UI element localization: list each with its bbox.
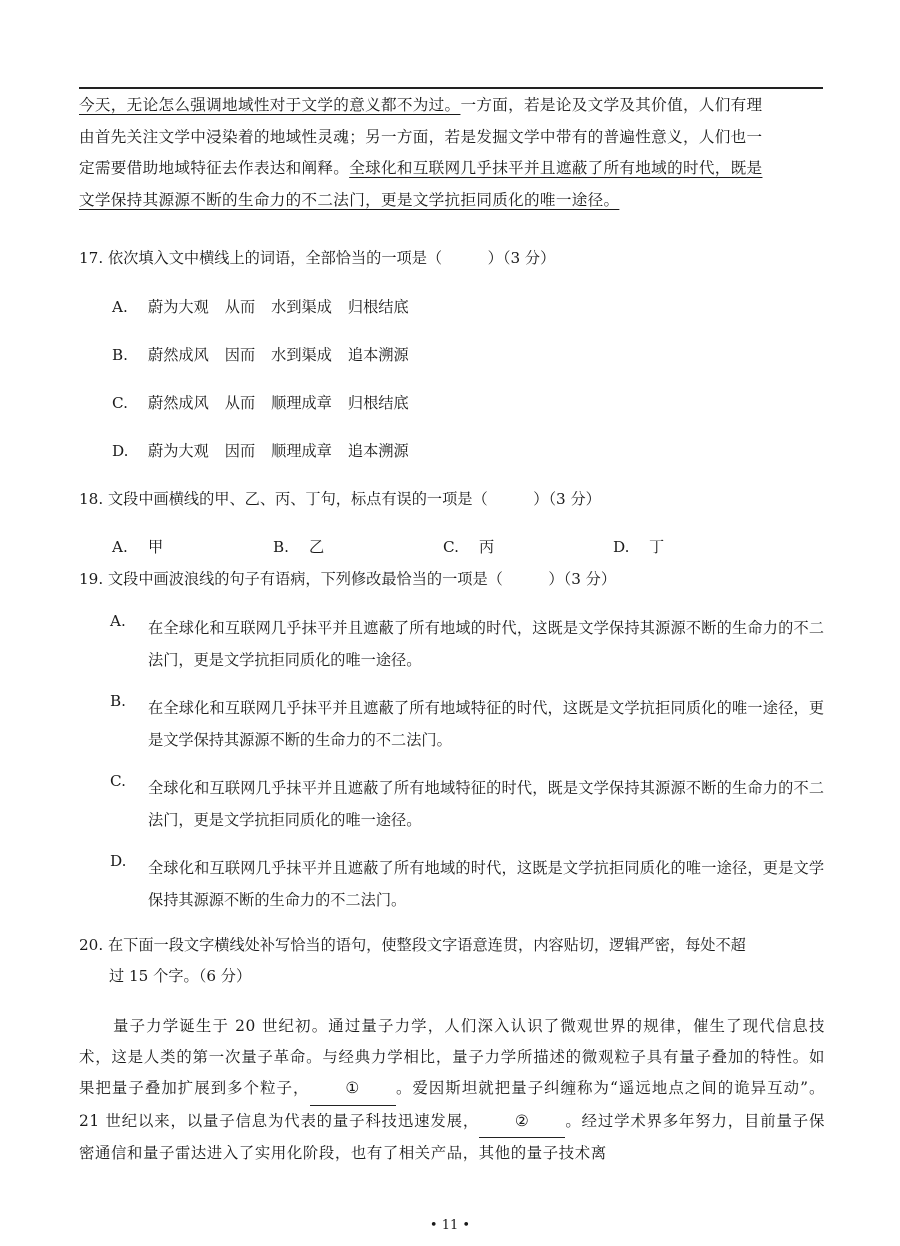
- option-letter: A.: [112, 298, 128, 316]
- option-word: 蔚为大观: [148, 442, 209, 460]
- passage-line-4: [79, 185, 825, 217]
- q20-paragraph: [79, 1011, 825, 1169]
- q17-option-c: [112, 392, 425, 413]
- option-letter: D.: [110, 852, 127, 870]
- option-letter: B.: [112, 346, 128, 364]
- option-text: 甲: [148, 538, 164, 556]
- top-rule: [79, 87, 823, 89]
- option-word: 顺理成章: [271, 442, 332, 460]
- q17-option-d: [112, 440, 425, 461]
- q17-stem: 17. 依次填入文中横线上的词语，全部恰当的一项是（ ）（3 分）: [79, 249, 556, 267]
- option-word: 追本溯源: [347, 442, 409, 460]
- q20-stem-line-1: 20. 在下面一段文字横线处补写恰当的语句，使整段文字语意连贯，内容贴切，逻辑严密，每处不超: [79, 936, 746, 954]
- option-letter: C.: [112, 394, 128, 412]
- option-text: 在全球化和互联网几乎抹平并且遮蔽了所有地域的时代，这既是文学保持其源源不断的生命力的不二法门，更是文学抗拒同质化的唯一途径。: [148, 619, 824, 669]
- passage-text: 一方面，若是论及文学及其价值，人们有理: [460, 96, 763, 114]
- page-number: • 11 •: [429, 1218, 471, 1233]
- paragraph-text: 。经过学术界多年努力，目前量子保密通信和量子雷达进入了实用化阶段，也有了相关产品，其他的量子技术离: [79, 1111, 825, 1162]
- q19-stem: 19. 文段中画波浪线的句子有语病，下列修改最恰当的一项是（ ）（3 分）: [79, 570, 617, 588]
- option-letter: D.: [112, 442, 129, 460]
- q18-option-a: [112, 536, 163, 557]
- option-word: 归根结底: [347, 394, 409, 412]
- option-word: 蔚然成风: [148, 394, 209, 412]
- wavy-sentence: 全球化和互联网几乎抹平并且遮蔽了所有地域的时代，既是: [349, 159, 763, 177]
- option-text: 丙: [479, 538, 495, 556]
- option-text: 全球化和互联网几乎抹平并且遮蔽了所有地域的时代，这既是文学抗拒同质化的唯一途径，更是文学保持其源源不断的生命力的不二法门。: [148, 859, 824, 909]
- q18-option-b: [273, 536, 324, 557]
- option-text: 全球化和互联网几乎抹平并且遮蔽了所有地域特征的时代，既是文学保持其源源不断的生命力的不二法门，更是文学抗拒同质化的唯一途径。: [148, 779, 824, 829]
- option-word: 水到渠成: [271, 298, 332, 316]
- paragraph-text: 量子力学诞生于 20 世纪初。通过量子力学，人们深入认识了微观世界的规律，催生了现代信息技术，这是人类的第一次量子革命。与经典力学相比，量子力学所描述的微观粒子具有量子叠加的特性。如果把量子叠加扩展到多个粒子，: [79, 1017, 825, 1098]
- option-letter: B.: [273, 538, 289, 556]
- passage-line-2: 由首先关注文学中浸染着的地域性灵魂；另一方面，若是发掘文学中带有的普遍性意义，人们也一: [79, 127, 763, 146]
- option-text: 在全球化和互联网几乎抹平并且遮蔽了所有地域特征的时代，这既是文学抗拒同质化的唯一途径，更是文学保持其源源不断的生命力的不二法门。: [148, 699, 824, 749]
- answer-blank-1[interactable]: ①: [310, 1073, 396, 1105]
- q17-option-a: [112, 296, 425, 317]
- paragraph-text: 。爱因斯坦就把量子纠缠称为“遥远地点之间的诡异互动”。21 世纪以来，以量子信息为代表的量子科技迅速发展，: [79, 1079, 826, 1130]
- option-letter: D.: [613, 538, 630, 556]
- option-letter: A.: [110, 612, 126, 630]
- option-word: 蔚然成风: [148, 346, 209, 364]
- passage-line-3: [79, 153, 825, 185]
- q20-stem: [79, 930, 825, 992]
- option-word: 从而: [224, 298, 256, 316]
- option-word: 水到渠成: [271, 346, 332, 364]
- option-letter: C.: [110, 772, 126, 790]
- q18-option-d: [613, 536, 664, 557]
- option-letter: B.: [110, 692, 126, 710]
- option-letter: C.: [443, 538, 459, 556]
- option-word: 归根结底: [347, 298, 409, 316]
- option-letter: A.: [112, 538, 128, 556]
- q18-stem: 18. 文段中画横线的甲、乙、丙、丁句，标点有误的一项是（ ）（3 分）: [79, 490, 601, 508]
- passage-line-1: [79, 90, 825, 122]
- q20-stem-line-2: 过 15 个字。（6 分）: [109, 967, 252, 985]
- q18-option-c: [443, 536, 494, 557]
- option-word: 因而: [224, 346, 256, 364]
- option-text: 乙: [309, 538, 325, 556]
- option-word: 顺理成章: [271, 394, 332, 412]
- underlined-sentence: 今天，无论怎么强调地域性对于文学的意义都不为过。: [79, 96, 461, 114]
- option-word: 蔚为大观: [148, 298, 209, 316]
- option-word: 从而: [224, 394, 256, 412]
- option-word: 因而: [224, 442, 256, 460]
- wavy-sentence-cont: 文学保持其源源不断的生命力的不二法门，更是文学抗拒同质化的唯一途径。: [79, 190, 620, 209]
- passage-text: 定需要借助地域特征去作表达和阐释。: [79, 159, 350, 177]
- q17-option-b: [112, 344, 425, 365]
- answer-blank-2[interactable]: ②: [479, 1106, 565, 1138]
- option-word: 追本溯源: [347, 346, 409, 364]
- passage: [79, 90, 825, 216]
- option-text: 丁: [649, 538, 665, 556]
